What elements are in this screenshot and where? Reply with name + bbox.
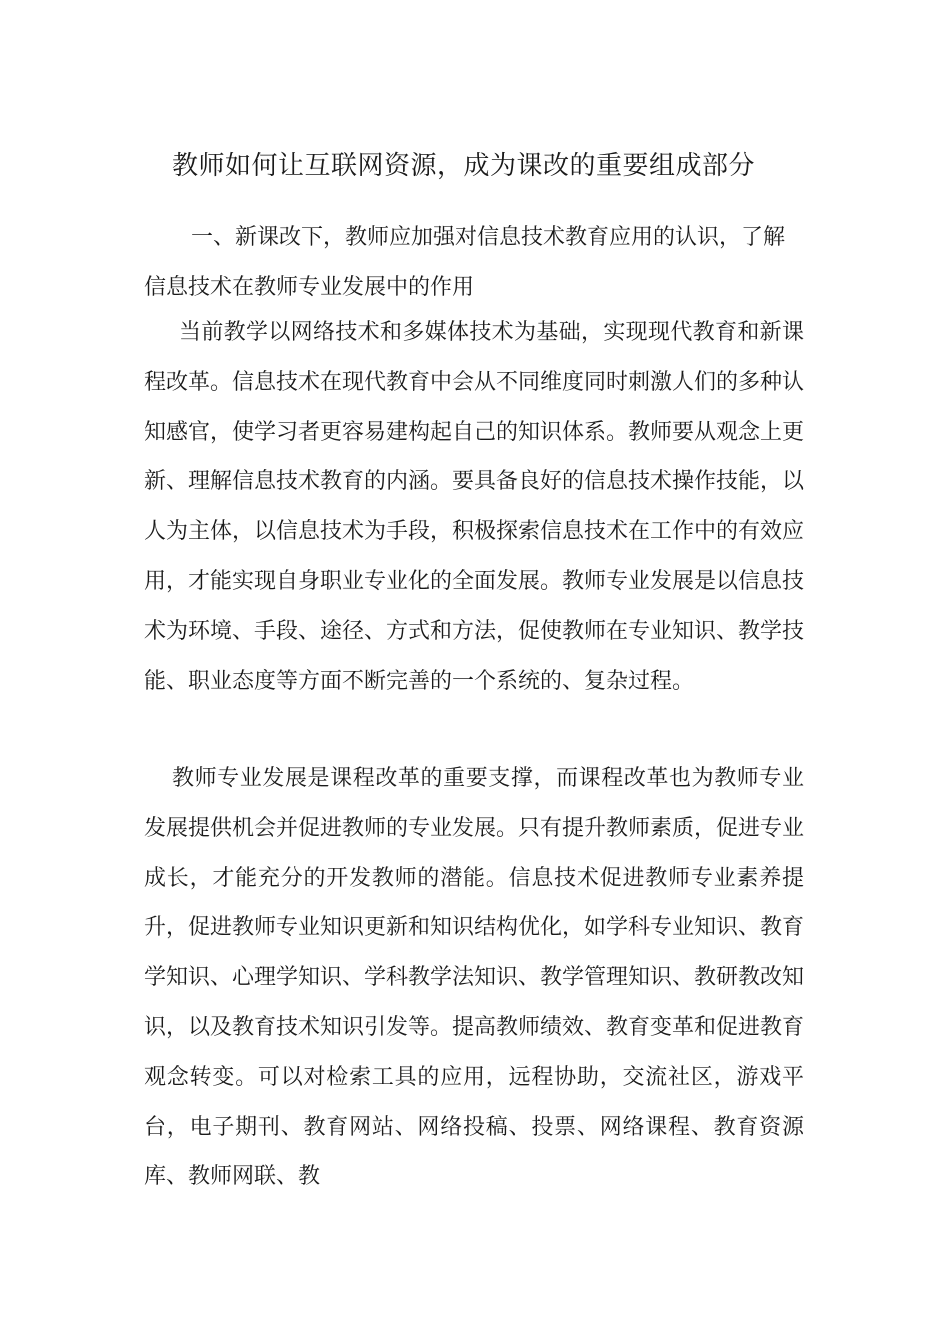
- document-title: 教师如何让互联网资源，成为课改的重要组成部分: [172, 151, 756, 181]
- paragraph-1: 当前教学以网络技术和多媒体技术为基础，实现现代教育和新课程改革。信息技术在现代教育中会从不同维度同时刺激人们的多种认知感官，使学习者更容易建构起自己的知识体系。教师要从观念上更新、理解信息技术教育的内涵。要具备良好的信息技术操作技能，以人为主体，以信息技术为手段，积极探索信息技术在工作中的有效应用，才能实现自身职业专业化的全面发展。教师专业发展是以信息技术为环境、手段、途径、方式和方法，促使教师在专业知识、教学技能、职业态度等方面不断完善的一个系统的、复杂过程。: [144, 320, 805, 694]
- section-heading: 一、新课改下，教师应加强对信息技术教育应用的认识，了解信息技术在教师专业发展中的作用: [144, 225, 786, 300]
- paragraph-2: 教师专业发展是课程改革的重要支撑，而课程改革也为教师专业发展提供机会并促进教师的专业发展。只有提升教师素质，促进专业成长，才能充分的开发教师的潜能。信息技术促进教师专业素养提升，促进教师专业知识更新和知识结构优化，如学科专业知识、教育学知识、心理学知识、学科教学法知识、教学管理知识、教研教改知识，以及教育技术知识引发等。提高教师绩效、教育变革和促进教育观念转变。可以对检索工具的应用，远程协助，交流社区，游戏平台，电子期刊、教育网站、网络投稿、投票、网络课程、教育资源库、教师网联、教: [144, 766, 805, 1190]
